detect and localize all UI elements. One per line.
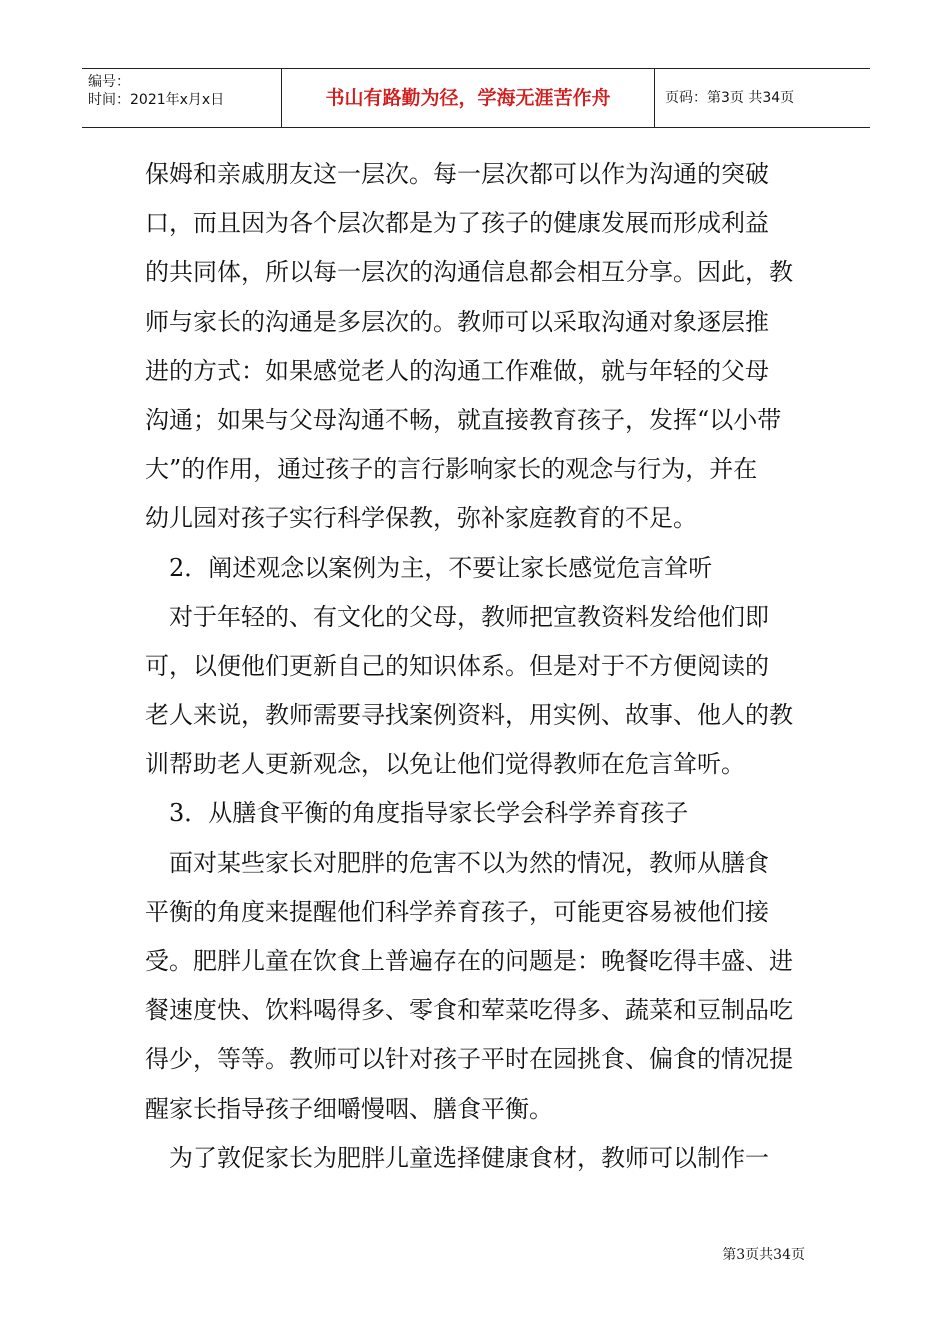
text-line: 受。肥胖儿童在饮食上普遍存在的问题是：晚餐吃得丰盛、进 (145, 947, 793, 975)
text-line: 口，而且因为各个层次都是为了孩子的健康发展而形成利益 (145, 209, 769, 238)
header-motto: 书山有路勤为径，学海无涯苦作舟 (282, 69, 655, 127)
text-line: 得少，等等。教师可以针对孩子平时在园挑食、偏食的情况提 (145, 1045, 793, 1074)
text-line: 的共同体，所以每一层次的沟通信息都会相互分享。因此，教 (145, 258, 793, 287)
text-line: 训帮助老人更新观念，以免让他们觉得教师在危言耸听。 (145, 750, 745, 779)
text-line: 为了敦促家长为肥胖儿童选择健康食材，教师可以制作一 (169, 1143, 769, 1172)
text-line: 3．从膳食平衡的角度指导家长学会科学养育孩子 (169, 799, 689, 828)
text-line: 醒家长指导孩子细嚼慢咽、膳食平衡。 (145, 1094, 553, 1123)
text-line: 2．阐述观念以案例为主，不要让家长感觉危言耸听 (169, 553, 713, 582)
header-page-label: 页码：第3页 共34页 (665, 90, 795, 106)
text-line: 幼儿园对孩子实行科学保教，弥补家庭教育的不足。 (145, 504, 697, 533)
text-line: 进的方式：如果感觉老人的沟通工作难做，就与年轻的父母 (145, 356, 769, 385)
document-body (145, 150, 808, 1183)
text-line: 保姆和亲戚朋友这一层次。每一层次都可以作为沟通的突破 (145, 160, 769, 188)
text-line: 沟通；如果与父母沟通不畅，就直接教育孩子，发挥“以小带 (145, 405, 782, 434)
text-line: 老人来说，教师需要寻找案例资料，用实例、故事、他人的教 (145, 701, 793, 730)
text-line: 面对某些家长对肥胖的危害不以为然的情况，教师从膳食 (169, 848, 769, 877)
page-footer: 第3页共34页 (722, 1247, 805, 1263)
time-label: 时间：2021年x月x日 (88, 92, 225, 108)
text-line: 餐速度快、饮料喝得多、零食和荤菜吃得多、蔬菜和豆制品吃 (145, 996, 793, 1025)
text-line: 对于年轻的、有文化的父母，教师把宣教资料发给他们即 (169, 602, 769, 631)
text-line: 师与家长的沟通是多层次的。教师可以采取沟通对象逐层推 (145, 307, 769, 336)
header-info-cell (82, 69, 282, 127)
page-header (82, 68, 870, 128)
text-line: 平衡的角度来提醒他们科学养育孩子，可能更容易被他们接 (145, 897, 769, 926)
text-line: 可，以便他们更新自己的知识体系。但是对于不方便阅读的 (145, 651, 769, 680)
number-label: 编号： (88, 74, 130, 90)
text-line: 大”的作用，通过孩子的言行影响家长的观念与行为，并在 (145, 455, 758, 484)
